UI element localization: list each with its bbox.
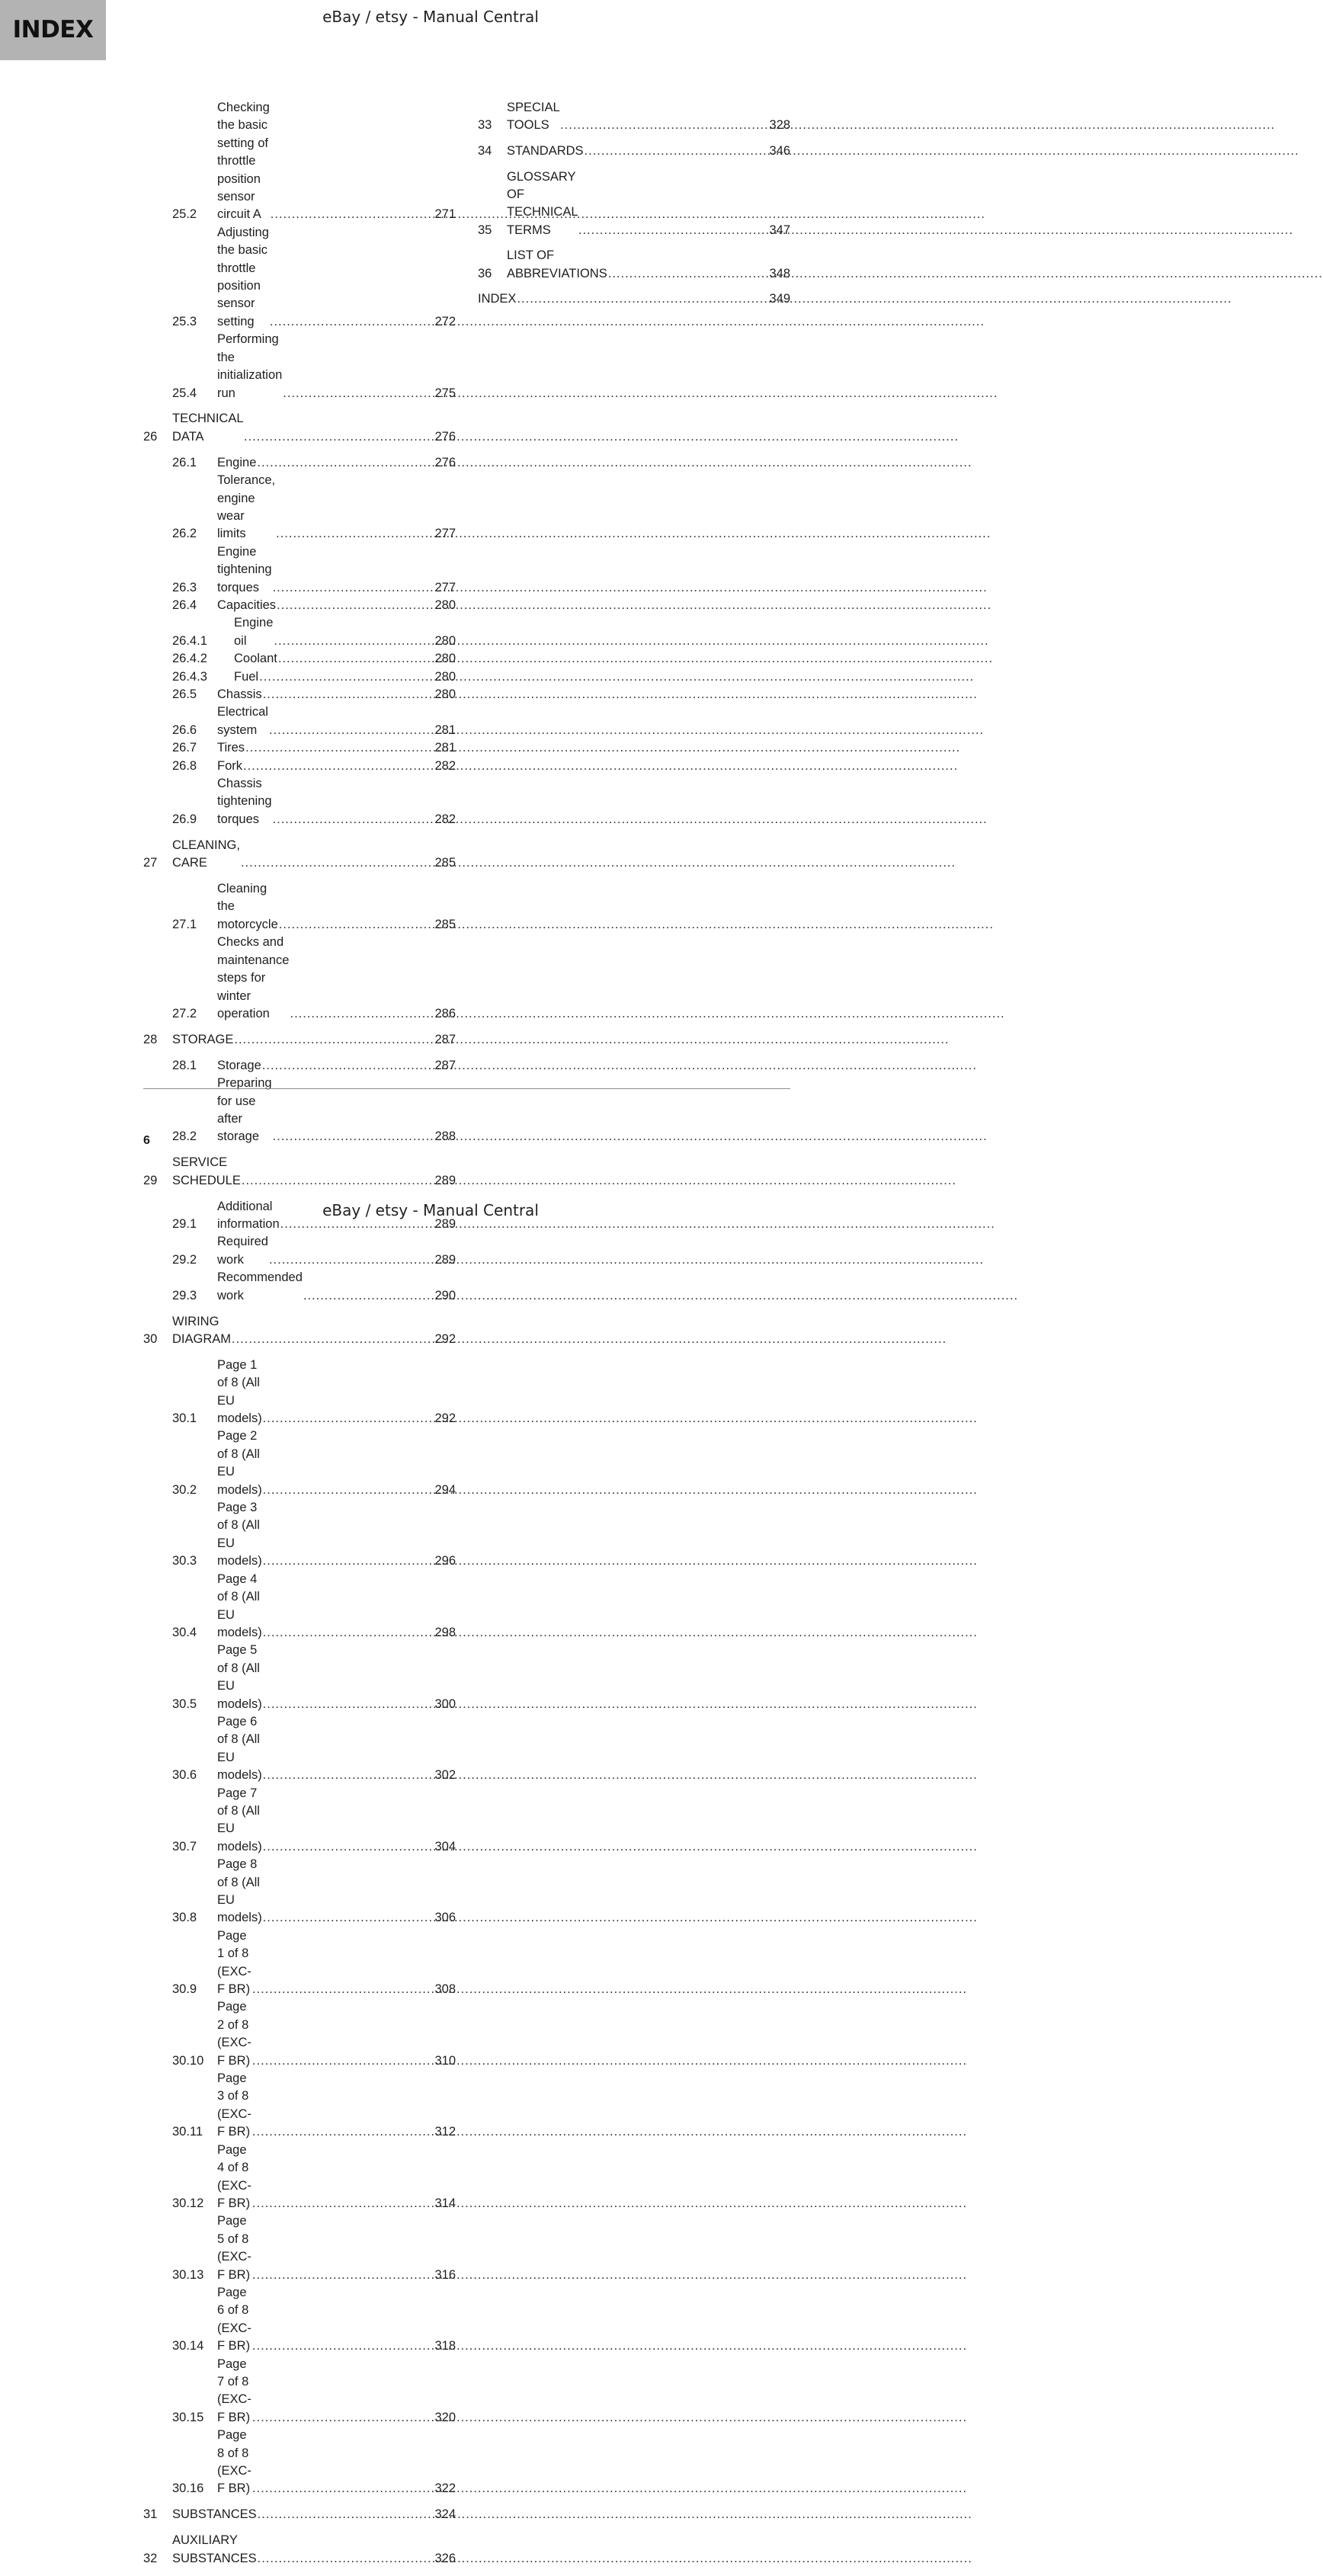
toc-entry-title: Page 7 of 8 (All EU models) [217,1786,262,1854]
toc-entry-title: STORAGE [172,1032,234,1046]
dot-leader [252,1981,967,1998]
toc-entry-number: 30.6 [172,1768,197,1783]
toc-entry[interactable] [143,739,456,757]
toc-entry-number: 26.5 [172,687,197,701]
toc-entry[interactable] [143,1642,456,1713]
toc-entry-number: 30.11 [172,2125,203,2139]
toc-entry-title: SUBSTANCES [172,2507,257,2522]
toc-entry[interactable] [143,1427,456,1499]
toc-entry-page: 322 [434,2481,456,2496]
toc-entry-number: 30.13 [172,2267,204,2282]
toc-entry-page: 294 [434,1482,456,1497]
toc-entry-page: 271 [434,207,456,222]
toc-entry-page: 280 [434,652,456,666]
toc-right-column [478,99,790,316]
toc-entry-page: 306 [434,1911,456,1925]
dot-leader [234,1031,949,1049]
toc-entry-title: Page 8 of 8 (EXC-F BR) [217,2428,251,2496]
toc-entry[interactable] [143,2212,456,2284]
toc-entry-title: Page 1 of 8 (All EU models) [217,1357,262,1426]
toc-entry-page: 347 [769,223,790,237]
dot-leader [276,525,991,543]
toc-entry[interactable] [143,2506,456,2523]
toc-entry-page: 328 [769,118,790,133]
toc-entry-number: 27 [143,856,158,870]
toc-entry-title: INDEX [478,292,517,306]
toc-entry-page: 277 [434,580,456,594]
toc-entry-number: 30.2 [172,1482,197,1497]
toc-entry-title: Page 6 of 8 (EXC-F BR) [217,2285,251,2353]
toc-entry-title: Page 4 of 8 (EXC-F BR) [217,2142,251,2210]
toc-entry-title: Performing the initialization run [217,332,283,400]
toc-entry-title: Required work [217,1235,268,1267]
dot-leader [263,1552,978,1570]
toc-entry-page: 280 [434,598,456,612]
toc-entry[interactable] [143,2284,456,2356]
toc-entry-page: 276 [434,429,456,444]
toc-entry-page: 285 [434,917,456,931]
toc-entry-number: 33 [478,118,492,133]
dot-leader [269,1251,984,1269]
dot-leader [283,385,998,402]
toc-entry[interactable] [143,1031,456,1049]
toc-entry-page: 326 [434,2551,456,2565]
toc-entry-page: 346 [769,144,790,158]
section-tab-index: INDEX [0,0,106,60]
dot-leader [274,633,988,650]
toc-entry-page: 281 [434,741,456,755]
toc-entry-number: 29 [143,1173,158,1187]
toc-entry-number: 30.9 [172,1982,197,1997]
toc-entry[interactable] [143,224,456,331]
toc-entry-number: 30.5 [172,1697,197,1711]
dot-leader [608,265,1323,283]
dot-leader [263,1624,978,1642]
toc-entry-number: 32 [143,2551,158,2565]
header-watermark: eBay / etsy - Manual Central [322,8,539,26]
toc-entry[interactable] [143,1233,456,1269]
toc-entry-page: 289 [434,1252,456,1267]
toc-entry-number: 26 [143,429,158,444]
toc-entry-page: 272 [434,314,456,328]
dot-leader [232,1331,947,1348]
toc-entry-title: Tires [217,741,245,755]
toc-entry-page: 292 [434,1411,456,1426]
toc-entry-title: Cleaning the motorcycle [217,882,278,931]
dot-leader [585,143,1299,160]
toc-entry-number: 26.7 [172,741,197,755]
dot-leader [262,1057,977,1075]
toc-entry-title: Page 5 of 8 (EXC-F BR) [217,2214,251,2282]
toc-entry-title: Fuel [234,669,259,684]
toc-entry[interactable] [143,472,456,543]
toc-entry-number: 27.1 [172,917,197,931]
toc-entry-page: 302 [434,1768,456,1783]
toc-entry-title: Coolant [234,652,277,666]
dot-leader [273,1128,988,1145]
toc-entry-page: 298 [434,1625,456,1639]
toc-entry[interactable] [478,247,790,283]
dot-leader [245,739,960,757]
toc-entry-number: 29.2 [172,1252,197,1267]
footer-divider [143,1088,790,1089]
dot-leader [243,758,958,775]
toc-entry-number: 30.7 [172,1839,197,1854]
toc-entry[interactable] [143,1313,456,1349]
toc-entry-number: 30.3 [172,1554,197,1568]
toc-entry-title: Engine oil [234,616,274,648]
dot-leader [244,428,959,446]
dot-leader [263,1767,978,1784]
toc-entry-page: 310 [434,2053,456,2068]
toc-entry-title: Page 2 of 8 (EXC-F BR) [217,2000,251,2068]
toc-entry-page: 290 [434,1288,456,1302]
toc-entry-title: Engine tightening torques [217,544,272,594]
toc-entry-title: Tolerance, engine wear limits [217,473,276,541]
dot-leader [252,2337,967,2355]
dot-leader [263,686,978,703]
toc-entry-page: 282 [434,758,456,773]
dot-leader [258,2506,972,2523]
toc-entry-page: 288 [434,1129,456,1144]
toc-entry[interactable] [143,99,456,224]
toc-entry-page: 282 [434,812,456,826]
toc-entry[interactable] [478,143,790,160]
toc-entry-page: 277 [434,527,456,541]
toc-entry-title: AUXILIARY SUBSTANCES [172,2533,257,2565]
toc-entry-number: 30.14 [172,2339,204,2353]
toc-entry[interactable] [143,934,456,1023]
toc-entry-title: Page 2 of 8 (All EU models) [217,1429,262,1497]
dot-leader [263,1909,978,1927]
toc-entry-page: 296 [434,1554,456,1568]
toc-entry-number: 30.16 [172,2481,204,2496]
dot-leader [263,1482,978,1499]
toc-entry-number: 26.6 [172,722,197,737]
toc-entry-title: STANDARDS [507,144,584,158]
toc-entry[interactable] [143,2070,456,2142]
toc-entry-title: Page 3 of 8 (EXC-F BR) [217,2071,251,2139]
toc-entry[interactable] [143,650,456,668]
toc-entry-page: 280 [434,669,456,684]
toc-entry[interactable] [143,880,456,934]
dot-leader [252,2480,967,2498]
toc-entry[interactable] [143,1927,456,1999]
dot-leader [560,117,1275,134]
toc-entry-number: 26.4 [172,598,197,612]
toc-entry-number: 30.8 [172,1911,197,1925]
toc-entry[interactable] [143,1269,456,1305]
toc-entry-number: 28.2 [172,1129,197,1144]
dot-leader [263,1410,978,1427]
toc-entry-number: 25.2 [172,207,197,222]
toc-entry-title: Capacities [217,598,277,612]
toc-entry-page: 300 [434,1697,456,1711]
toc-entry-page: 289 [434,1216,456,1231]
toc-entry-page: 349 [769,292,790,306]
toc-entry[interactable] [143,331,456,402]
toc-entry-title: Page 6 of 8 (All EU models) [217,1714,262,1783]
toc-entry-number: 26.4.3 [172,669,207,684]
toc-entry[interactable] [143,597,456,614]
toc-entry-title: SERVICE SCHEDULE [172,1155,241,1187]
toc-entry[interactable] [143,1571,456,1642]
toc-entry[interactable] [143,1357,456,1428]
toc-entry-title: TECHNICAL DATA [172,412,243,444]
toc-entry-page: 312 [434,2125,456,2139]
toc-entry-number: 26.2 [172,527,197,541]
toc-entry-page: 304 [434,1839,456,1854]
toc-entry-number: 30.1 [172,1411,197,1426]
toc-entry-title: Chassis [217,687,262,701]
toc-entry-title: Storage [217,1058,261,1072]
toc-entry[interactable] [478,290,790,308]
dot-leader [259,668,974,686]
dot-leader [279,916,994,934]
toc-entry-title: Additional information [217,1199,280,1231]
toc-entry[interactable] [143,1499,456,1571]
toc-entry-number: 26.8 [172,758,197,773]
toc-entry[interactable] [143,1998,456,2070]
dot-leader [242,1172,956,1190]
toc-entry-page: 286 [434,1006,456,1020]
toc-entry-number: 34 [478,144,492,158]
toc-entry-page: 348 [769,266,790,280]
toc-entry-number: 29.3 [172,1288,197,1302]
toc-entry[interactable] [143,454,456,472]
toc-entry-number: 30.15 [172,2410,204,2424]
toc-entry[interactable] [143,758,456,775]
toc-entry-page: 318 [434,2339,456,2353]
toc-entry[interactable] [143,837,456,873]
toc-entry[interactable] [143,614,456,650]
toc-entry-number: 28 [143,1032,158,1046]
toc-entry-title: Checks and maintenance steps for winter operation [217,935,290,1020]
toc-entry[interactable] [143,2142,456,2213]
toc-entry[interactable] [143,1785,456,1857]
dot-leader [258,2550,972,2568]
toc-entry-number: 31 [143,2507,158,2522]
toc-entry[interactable] [143,410,456,446]
toc-entry-number: 28.1 [172,1058,197,1072]
toc-entry-title: Page 4 of 8 (All EU models) [217,1572,262,1639]
footer-watermark: eBay / etsy - Manual Central [322,1201,539,1219]
toc-entry-page: 281 [434,722,456,737]
dot-leader [257,454,972,472]
dot-leader [252,2123,967,2141]
toc-entry-page: 275 [434,386,456,400]
toc-entry[interactable] [143,2427,456,2498]
dot-leader [517,290,1232,308]
toc-entry-number: 27.2 [172,1006,197,1020]
dot-leader [303,1287,1018,1305]
dot-leader [278,650,993,668]
toc-entry-title: Recommended work [217,1270,303,1302]
toc-entry-number: 29.1 [172,1216,197,1231]
toc-entry[interactable] [478,168,790,240]
toc-entry-page: 280 [434,633,456,648]
toc-entry-number: 30.10 [172,2053,204,2068]
toc-entry-page: 289 [434,1173,456,1187]
dot-leader [273,811,988,828]
toc-entry[interactable] [143,2356,456,2427]
toc-entry-title: Adjusting the basic throttle position sensor setting [217,225,269,328]
page-number: 6 [143,1134,150,1147]
toc-entry-number: 26.3 [172,580,197,594]
toc-entry-title: LIST OF ABBREVIATIONS [507,248,607,280]
toc-entry-number: 26.9 [172,812,197,826]
toc-entry[interactable] [478,99,790,135]
toc-entry-number: 26.4.2 [172,652,207,666]
toc-entry[interactable] [143,2532,456,2568]
toc-entry-title: Electrical system [217,705,268,737]
toc-entry-title: SPECIAL TOOLS [507,101,560,133]
toc-entry-number: 30 [143,1331,158,1346]
dot-leader [263,1838,978,1856]
toc-entry[interactable] [143,1075,456,1146]
toc-entry-page: 314 [434,2196,456,2210]
toc-entry-title: Page 8 of 8 (All EU models) [217,1857,262,1925]
dot-leader [273,579,988,597]
toc-entry-title: Checking the basic setting of throttle position sensor circuit A [217,101,270,222]
toc-entry[interactable] [143,686,456,703]
toc-entry-number: 25.4 [172,386,197,400]
toc-left-column [143,99,456,2576]
toc-entry[interactable] [143,1057,456,1075]
toc-entry-page: 287 [434,1058,456,1072]
dot-leader [252,2052,967,2070]
toc-entry-title: WIRING DIAGRAM [172,1314,232,1346]
toc-entry[interactable] [143,775,456,828]
toc-entry-page: 324 [434,2507,456,2522]
toc-entry-number: 26.1 [172,455,197,469]
toc-entry-title: Chassis tightening torques [217,777,272,826]
toc-entry-title: Page 7 of 8 (EXC-F BR) [217,2357,251,2424]
toc-entry-page: 292 [434,1331,456,1346]
toc-entry-page: 280 [434,687,456,701]
toc-entry[interactable] [143,703,456,739]
dot-leader [269,722,984,739]
dot-leader [252,2267,967,2284]
dot-leader [241,854,956,872]
toc-entry-title: Page 3 of 8 (All EU models) [217,1501,262,1568]
toc-entry-number: 36 [478,266,492,280]
toc-entry-title: Page 5 of 8 (All EU models) [217,1643,262,1711]
dot-leader [252,2409,967,2427]
toc-entry[interactable] [143,543,456,597]
dot-leader [263,1696,978,1713]
toc-entry-number: 30.12 [172,2196,204,2210]
toc-entry-number: 25.3 [172,314,197,328]
toc-entry-page: 285 [434,856,456,870]
toc-entry-title: Engine [217,455,257,469]
toc-entry[interactable] [143,1154,456,1190]
toc-entry-title: Fork [217,758,242,773]
dot-leader [578,222,1293,239]
toc-entry-page: 276 [434,455,456,469]
dot-leader [252,2195,967,2212]
toc-entry-title: Preparing for use after storage [217,1076,272,1144]
toc-entry-number: 35 [478,223,492,237]
toc-entry-title: GLOSSARY OF TECHNICAL TERMS [507,169,578,237]
toc-entry[interactable] [143,1713,456,1785]
toc-entry-number: 26.4.1 [172,633,207,648]
dot-leader [290,1005,1004,1023]
toc-entry[interactable] [143,1856,456,1927]
toc-entry[interactable] [143,668,456,686]
dot-leader [277,597,991,614]
toc-entry-title: Page 1 of 8 (EXC-F BR) [217,1928,251,1997]
toc-entry-page: 287 [434,1032,456,1046]
toc-entry-number: 30.4 [172,1625,197,1639]
toc-entry-page: 316 [434,2267,456,2282]
toc-entry-title: CLEANING, CARE [172,838,240,870]
toc-entry-page: 308 [434,1982,456,1997]
toc-entry-page: 320 [434,2410,456,2424]
